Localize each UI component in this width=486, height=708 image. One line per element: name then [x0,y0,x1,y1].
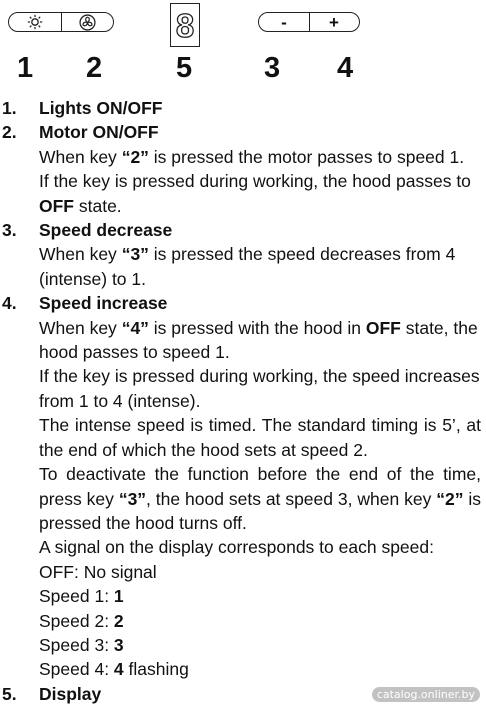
seven-segment-digit [175,9,195,41]
paragraph: If the key is pressed during working, the speed increases from 1 to 4 (intense). [39,366,480,411]
key-number-label: 3 [264,52,281,84]
item-title: Speed increase [39,293,168,314]
control-panel-diagram [0,0,486,88]
watermark: catalog.onliner.by [372,687,480,702]
speed-signal-line: Speed 3: 3 [39,634,124,655]
speed-key-pair [258,12,360,32]
lights-key [9,13,61,31]
minus-icon: - [281,12,287,32]
item-number: 5. [2,683,17,704]
speed-signal-line: Speed 1: 1 [39,586,124,607]
svg-text:8: 8 [175,9,195,41]
paragraph: The intense speed is timed. The standard timing is 5’, at the end of which the hood sets at speed 2. [39,415,481,460]
speed-decrease-key [259,13,309,31]
paragraph: When key “4” is pressed with the hood in OFF state, the hood passes to speed 1. [39,317,478,363]
paragraph: When key “2” is pressed the motor passes to speed 1. [39,146,465,167]
key-number-label: 5 [176,52,193,84]
speed-signal-line: OFF: No signal [39,561,157,582]
list-item [0,120,486,218]
list-item [0,218,486,291]
item-title: Display [39,683,102,704]
item-number: 4. [2,293,17,314]
plus-icon: + [329,12,339,32]
key-number-label: 2 [86,52,103,84]
item-title: Motor ON/OFF [39,122,159,143]
paragraph: When key “3” is pressed the speed decreases from 4 (intense) to 1. [39,244,456,289]
item-title: Speed decrease [39,220,173,241]
instructions-list [0,96,486,706]
item-number: 1. [2,98,17,118]
display-indicator [170,3,200,47]
item-title: Lights ON/OFF [39,98,163,118]
speed-increase-key [309,13,359,31]
list-item [0,291,486,682]
paragraph: If the key is pressed during working, the hood passes to OFF state. [39,171,471,216]
key-number-label: 1 [17,52,34,84]
item-number: 2. [2,122,17,143]
light-bulb-icon [27,14,43,30]
item-number: 3. [2,220,17,241]
motor-key [61,13,113,31]
list-item [0,96,486,120]
paragraph: To deactivate the function before the end of the time, press key “3”, the hood sets at speed 3, when key “2” is pressed the hood turns off. [39,464,481,533]
paragraph: A signal on the display corresponds to each speed: [39,537,434,558]
key-number-label: 4 [337,52,354,84]
speed-signal-line: Speed 2: 2 [39,610,124,631]
lights-motor-key-pair [8,12,114,32]
speed-signal-line: Speed 4: 4 flashing [39,659,189,680]
fan-icon [79,14,96,31]
